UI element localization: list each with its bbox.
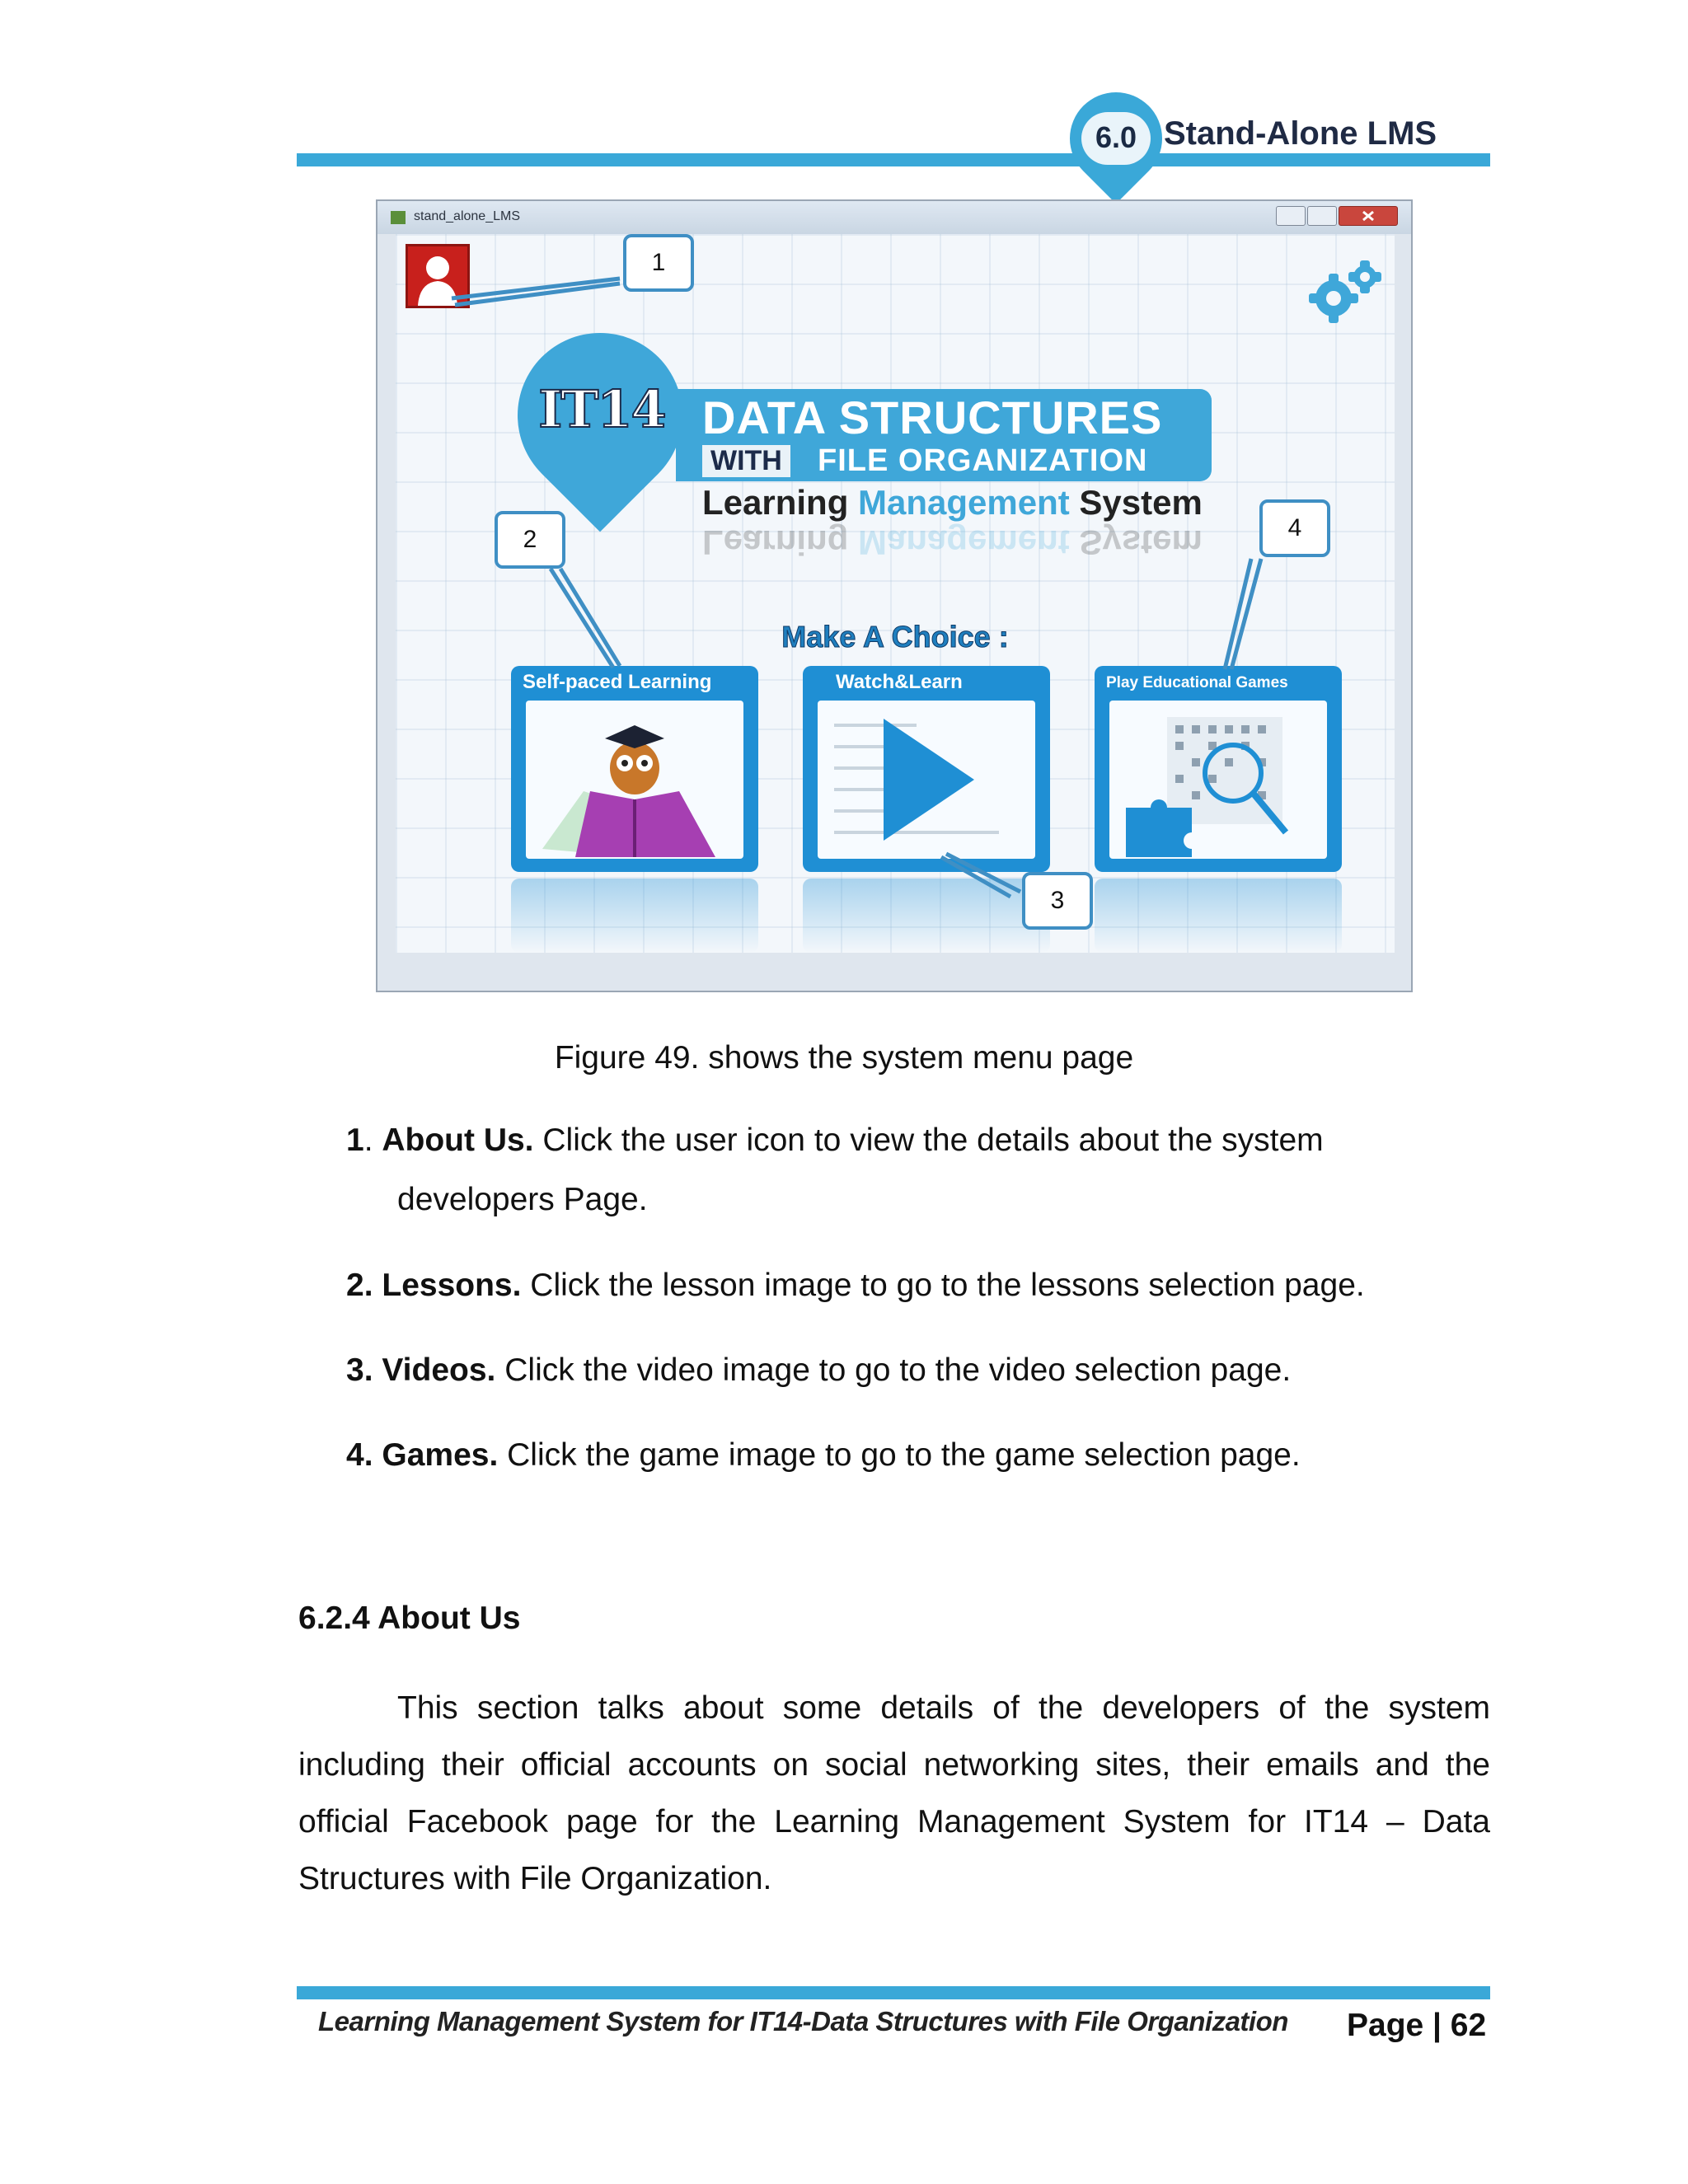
callout-1-pointer — [452, 279, 620, 305]
list-item-number: 1 — [346, 1122, 364, 1158]
list-item-title: Lessons. — [382, 1268, 522, 1303]
list-item-title: Games. — [382, 1437, 499, 1473]
logo-title-line2: FILE ORGANIZATION — [818, 443, 1148, 478]
lesson-card-label: Self-paced Learning — [523, 671, 712, 693]
list-item-videos — [346, 1341, 1291, 1400]
section-title: 6.2.4 About Us — [298, 1601, 521, 1636]
list-item-lessons — [346, 1256, 1365, 1315]
callout-2: 2 — [495, 511, 565, 569]
list-item-number: 3. — [346, 1352, 373, 1388]
list-item-about: 1. About Us. Click the user icon to view the details about the system developers Page. — [346, 1111, 1418, 1230]
logo-reflection-system: System — [1079, 523, 1203, 562]
logo-reflection-management: Management — [858, 523, 1070, 562]
section-body: This section talks about some details of the developers of the system including their official accounts on social networking sites, their emails and the official Facebook page for the Learning Management System for IT14 – Data Structures with File Organization. — [298, 1690, 1490, 1896]
footer-title: Learning Management System for IT14-Data Structures with File Organization — [318, 2006, 1288, 2036]
callout-3-pointer — [941, 854, 1020, 897]
logo-subtitle-management: Management — [858, 483, 1070, 522]
list-item-number: 4. — [346, 1437, 373, 1473]
logo-title-line1: DATA STRUCTURES — [702, 391, 1163, 443]
callout-pointers — [0, 0, 1688, 997]
callout-1: 1 — [623, 234, 694, 292]
callout-4: 4 — [1259, 499, 1330, 557]
figure-caption: Figure 49. shows the system menu page — [554, 1040, 1134, 1076]
callout-3: 3 — [1022, 872, 1093, 930]
section-header-title: Stand-Alone LMS — [1164, 115, 1437, 152]
logo-code: IT14 — [538, 379, 665, 439]
callout-4-pointer — [1225, 559, 1261, 669]
list-item-text: Click the lesson image to go to the lessons selection page. — [530, 1268, 1365, 1303]
footer-rule — [297, 1986, 1490, 1999]
list-item-text-cont: developers Page. — [397, 1182, 648, 1217]
logo-reflection-learning: Learning — [702, 523, 849, 562]
games-card-label: Play Educational Games — [1106, 674, 1288, 691]
list-item-title: Videos. — [382, 1352, 496, 1388]
list-item-text: Click the game image to go to the game selection page. — [507, 1437, 1301, 1473]
page-number: Page | 62 — [1347, 2008, 1487, 2043]
section-number: 6.0 — [1095, 120, 1137, 154]
choice-title: Make A Choice : — [781, 620, 1009, 654]
window-title: stand_alone_LMS — [414, 209, 520, 223]
list-item-text: Click the user icon to view the details about the system — [542, 1122, 1324, 1158]
video-card-label: Watch&Learn — [836, 671, 963, 693]
callout-2-pointer — [551, 569, 620, 668]
logo-subtitle-system: System — [1079, 483, 1203, 522]
logo-title-with: WITH — [702, 445, 790, 477]
list-item-games — [346, 1426, 1301, 1485]
logo-subtitle-learning: Learning — [702, 483, 849, 522]
list-item-number: 2. — [346, 1268, 373, 1303]
list-item-text: Click the video image to go to the video selection page. — [504, 1352, 1292, 1388]
list-item-title: About Us. — [382, 1122, 534, 1158]
